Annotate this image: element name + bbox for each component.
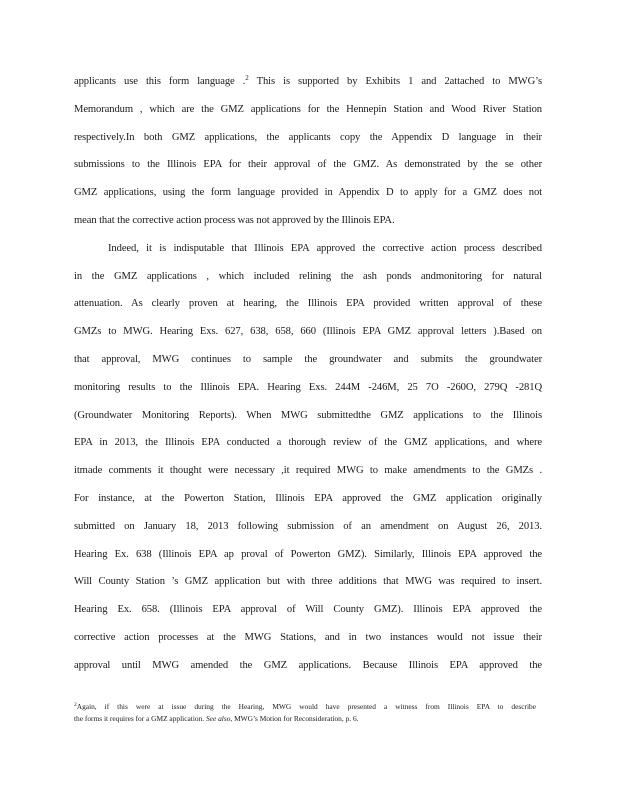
paragraph-2-line-7: (Groundwater Monitoring Reports). When MWG submittedthe GMZ applications to the Illinois xyxy=(74,409,542,421)
paragraph-1-line-6: mean that the corrective action process was not approved by the Illinois EPA. xyxy=(74,214,395,226)
footnote xyxy=(74,701,536,725)
paragraph-2-line-10: For instance, at the Powerton Station, Illinois EPA approved the GMZ application originally xyxy=(74,492,542,504)
paragraph-1-line-1: applicants use this form language .$^2$ This is supported by Exhibits 1 and 2attached to MWG’s xyxy=(74,74,542,87)
paragraph-2-line-13: Will County Station ’s GMZ application but with three additions that MWG was required to insert. xyxy=(74,576,542,588)
paragraph-2-line-15: corrective action processes at the MWG Stations, and in two instances would not issue their xyxy=(74,631,542,643)
paragraph-2-line-16: approval until MWG amended the GMZ applications. Because Illinois EPA approved the xyxy=(74,659,542,671)
paragraph-2-line-5: that approval, MWG continues to sample the groundwater and submits the groundwater xyxy=(74,353,542,365)
paragraph-2-line-4: GMZs to MWG. Hearing Exs. 627, 638, 658, 660 (Illinois EPA GMZ approval letters ).Based on xyxy=(74,326,542,338)
paragraph-2-line-12: Hearing Ex. 638 (Illinois EPA ap proval of Powerton GMZ). Similarly, Illinois EPA approved the xyxy=(74,548,542,560)
paragraph-2-line-14: Hearing Ex. 658. (Illinois EPA approval of Will County GMZ). Illinois EPA approved the xyxy=(74,604,542,616)
paragraph-1-line-3: respectively.In both GMZ applications, the applicants copy the Appendix D language in their xyxy=(74,131,542,143)
paragraph-2-line-2: in the GMZ applications , which included relining the ash ponds andmonitoring for natural xyxy=(74,270,542,282)
footnote-mark: 2 xyxy=(74,702,77,708)
paragraph-2-line-6: monitoring results to the Illinois EPA. Hearing Exs. 244M -246M, 25 7O -260O, 279Q -281Q xyxy=(74,381,542,393)
paragraph-2-line-8: EPA in 2013, the Illinois EPA conducted a thorough review of the GMZ applications, and where xyxy=(74,437,542,449)
body-text xyxy=(74,68,542,680)
paragraph-2-line-11: submitted on January 18, 2013 following submission of an amendment on August 26, 2013. xyxy=(74,520,542,532)
paragraph-2-line-3: attenuation. As clearly proven at hearing, the Illinois EPA provided written approval of these xyxy=(74,298,542,310)
paragraph-1-line-2: Memorandum , which are the GMZ applications for the Hennepin Station and Wood River Station xyxy=(74,103,542,115)
paragraph-1-line-4: submissions to the Illinois EPA for their approval of the GMZ. As demonstrated by the se other xyxy=(74,159,542,171)
footnote-line-1: $^2$Again, if this were at issue during the Hearing, MWG would have presented a witness from Illinois EPA to describe xyxy=(74,702,536,711)
footnote-reference[interactable]: 2 xyxy=(245,74,249,82)
citation-signal: See also xyxy=(205,714,231,723)
footnote-line-2: the forms it requires for a GMZ application. See also, MWG’s Motion for Reconsideration, p. 6. xyxy=(74,714,359,723)
paragraph-1-line-5: GMZ applications, using the form language provided in Appendix D to apply for a GMZ does not xyxy=(74,187,542,199)
paragraph-2-line-9: itmade comments it thought were necessary ,it required MWG to make amendments to the GMZs . xyxy=(74,465,542,477)
paragraph-2-line-1: Indeed, it is indisputable that Illinois EPA approved the corrective action process described xyxy=(108,242,542,254)
